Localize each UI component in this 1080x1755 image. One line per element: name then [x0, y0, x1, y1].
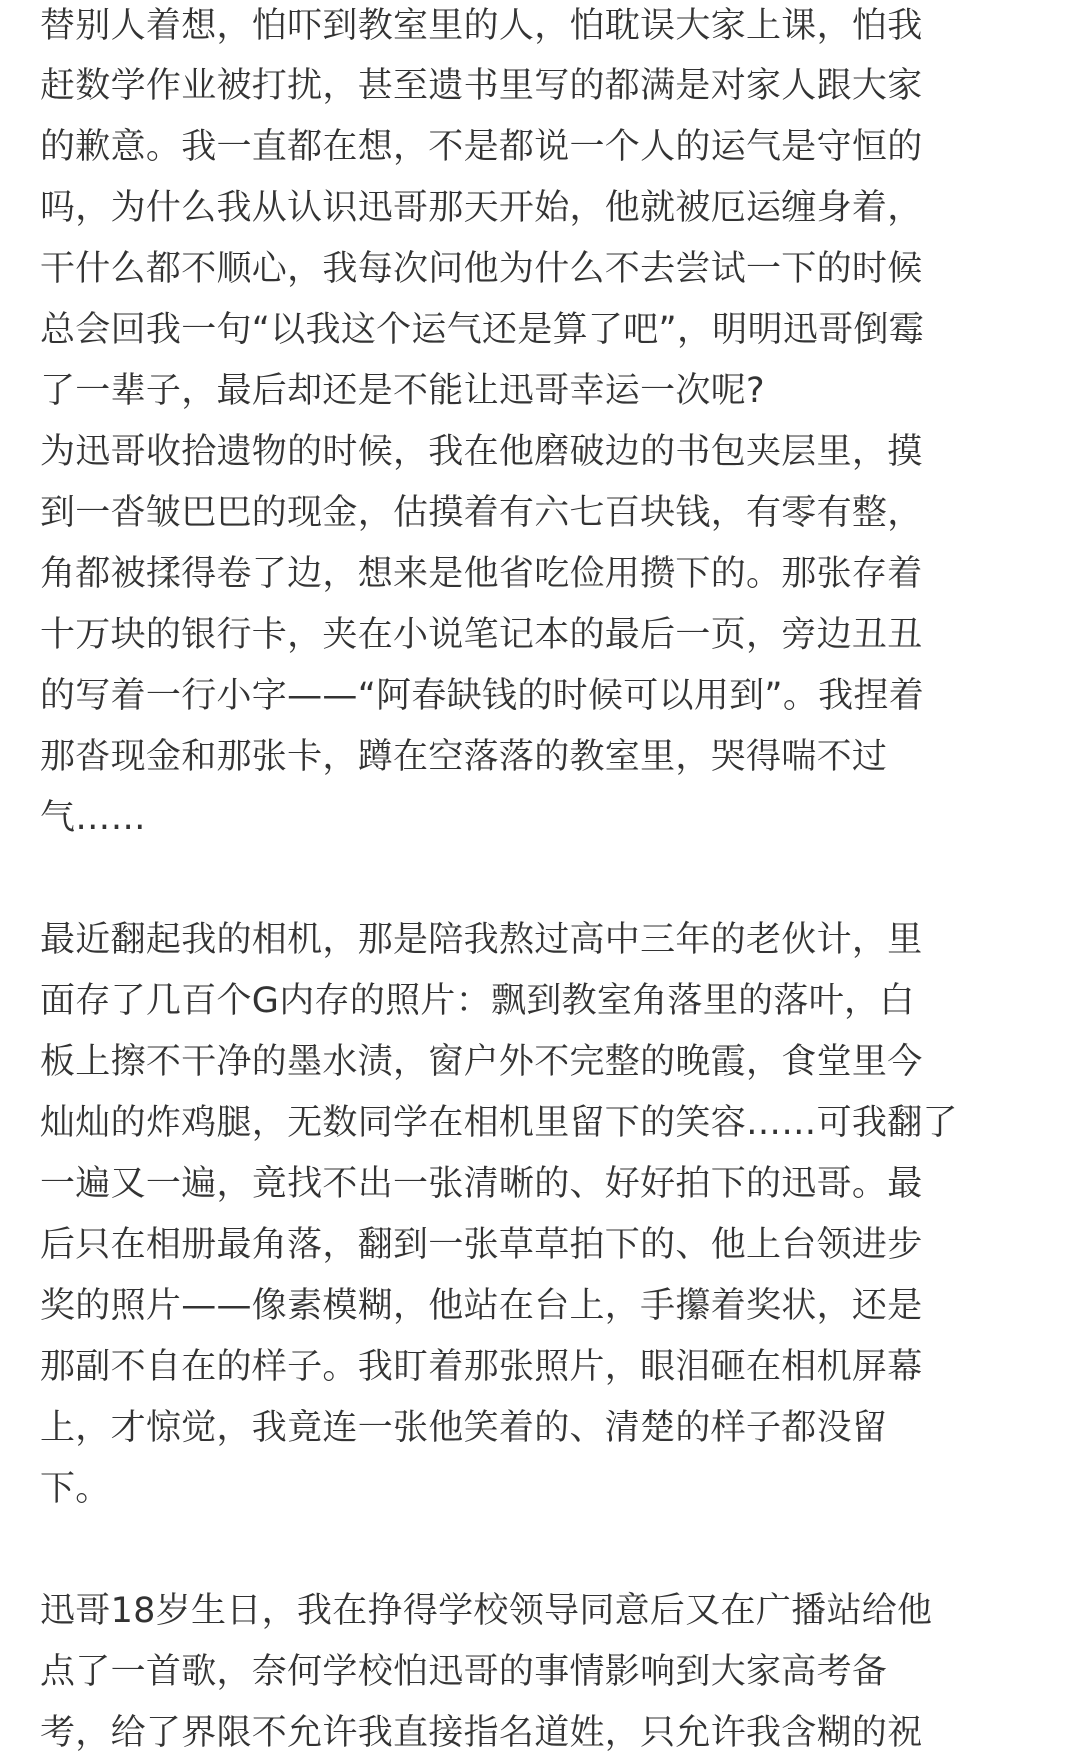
text-line: 替别人着想，怕吓到教室里的人，怕耽误大家上课，怕我: [40, 6, 923, 46]
text-line: 灿灿的炸鸡腿，无数同学在相机里留下的笑容……可我翻了: [40, 1103, 958, 1143]
text-line: 的歉意。我一直都在想，不是都说一个人的运气是守恒的: [40, 127, 923, 167]
text-line: 十万块的银行卡，夹在小说笔记本的最后一页，旁边丑丑: [40, 615, 923, 655]
text-line: 那沓现金和那张卡，蹲在空落落的教室里，哭得喘不过: [40, 737, 888, 777]
text-line: 总会回我一句“以我这个运气还是算了吧”，明明迅哥倒霉: [40, 310, 925, 350]
text-line: 为迅哥收拾遗物的时候，我在他磨破边的书包夹层里，摸: [40, 432, 923, 472]
text-line: 气……: [40, 798, 146, 838]
text-line: 迅哥18岁生日，我在挣得学校领导同意后又在广播站给他: [40, 1591, 933, 1631]
text-line: 的写着一行小字——“阿春缺钱的时候可以用到”。我捏着: [40, 676, 925, 716]
text-line: 最近翻起我的相机，那是陪我熬过高中三年的老伙计，里: [40, 920, 923, 960]
text-line: 吗，为什么我从认识迅哥那天开始，他就被厄运缠身着，: [40, 188, 923, 228]
text-line: 板上擦不干净的墨水渍，窗户外不完整的晚霞，食堂里今: [40, 1042, 923, 1082]
text-line: 了一辈子，最后却还是不能让迅哥幸运一次呢?: [40, 371, 765, 411]
text-line: 下。: [40, 1469, 111, 1509]
text-line: 赶数学作业被打扰，甚至遗书里写的都满是对家人跟大家: [40, 66, 923, 106]
text-line: 上，才惊觉，我竟连一张他笑着的、清楚的样子都没留: [40, 1408, 888, 1448]
text-line: 面存了几百个G内存的照片：飘到教室角落里的落叶，白: [40, 981, 915, 1021]
text-line: 奖的照片——像素模糊，他站在台上，手攥着奖状，还是: [40, 1286, 923, 1326]
text-line: 那副不自在的样子。我盯着那张照片，眼泪砸在相机屏幕: [40, 1347, 923, 1387]
text-line: 后只在相册最角落，翻到一张草草拍下的、他上台领进步: [40, 1225, 923, 1265]
text-line: 点了一首歌，奈何学校怕迅哥的事情影响到大家高考备: [40, 1652, 888, 1692]
text-line: 考，给了界限不允许我直接指名道姓，只允许我含糊的祝: [40, 1713, 923, 1753]
text-line: 角都被揉得卷了边，想来是他省吃俭用攒下的。那张存着: [40, 554, 923, 594]
text-line: 干什么都不顺心，我每次问他为什么不去尝试一下的时候: [40, 249, 923, 289]
text-line: 一遍又一遍，竟找不出一张清晰的、好好拍下的迅哥。最: [40, 1164, 923, 1204]
text-line: 到一沓皱巴巴的现金，估摸着有六七百块钱，有零有整，: [40, 493, 923, 533]
